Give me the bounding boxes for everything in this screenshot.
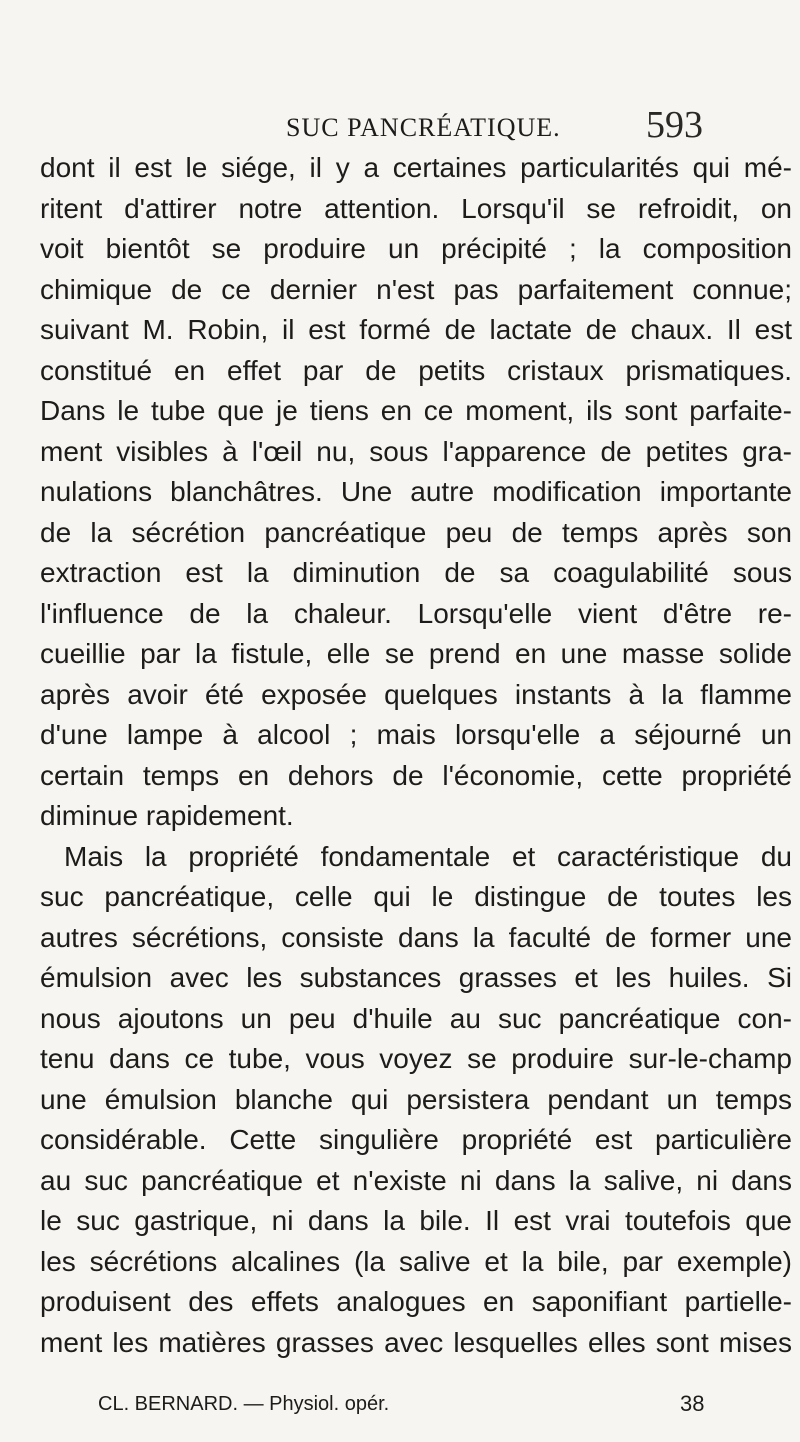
- text-line: nulations blanchâtres. Une autre modification importante: [40, 476, 792, 507]
- body-text: [40, 148, 792, 1363]
- text-line: de la sécrétion pancréatique peu de temps après son: [40, 516, 792, 548]
- signature-number: 38: [680, 1391, 705, 1416]
- text-line: extraction est la diminution de sa coagulabilité sous: [40, 557, 792, 588]
- text-line: considérable. Cette singulière propriété est particulière: [40, 1124, 792, 1155]
- text-line: les sécrétions alcalines (la salive et la bile, par exemple): [40, 1245, 792, 1277]
- text-line: autres sécrétions, consiste dans la faculté de former une: [40, 921, 792, 953]
- text-line: nous ajoutons un peu d'huile au suc pancréatique con-: [40, 1002, 792, 1034]
- page-number: 593: [646, 104, 703, 146]
- text-line: l'influence de la chaleur. Lorsqu'elle vient d'être re-: [40, 597, 792, 629]
- text-line: suivant M. Robin, il est formé de lactate de chaux. Il est: [40, 314, 792, 345]
- running-head: [0, 104, 800, 152]
- text-line: Mais la propriété fondamentale et caractéristique du: [64, 840, 792, 872]
- text-line: constitué en effet par de petits cristaux prismatiques.: [40, 354, 792, 386]
- text-line: d'une lampe à alcool ; mais lorsqu'elle a séjourné un: [40, 719, 792, 750]
- text-line: cueillie par la fistule, elle se prend en une masse solide: [40, 638, 792, 669]
- text-line: suc pancréatique, celle qui le distingue de toutes les: [40, 881, 792, 912]
- printer-signature: CL. BERNARD. — Physiol. opér.: [98, 1393, 390, 1415]
- signature-footer: [40, 1388, 792, 1420]
- text-line: voit bientôt se produire un précipité ; la composition: [40, 233, 792, 264]
- text-line: produisent des effets analogues en saponifiant partielle-: [40, 1286, 792, 1317]
- text-line: ment les matières grasses avec lesquelles elles sont mises: [40, 1326, 792, 1358]
- text-line: le suc gastrique, ni dans la bile. Il est vrai toutefois que: [40, 1205, 792, 1236]
- text-line: une émulsion blanche qui persistera pendant un temps: [40, 1083, 792, 1115]
- text-line: après avoir été exposée quelques instants à la flamme: [40, 678, 792, 710]
- text-line: au suc pancréatique et n'existe ni dans la salive, ni dans: [40, 1164, 792, 1196]
- text-line: émulsion avec les substances grasses et les huiles. Si: [40, 962, 792, 993]
- text-line: dont il est le siége, il y a certaines particularités qui mé-: [40, 152, 792, 183]
- text-line: Dans le tube que je tiens en ce moment, ils sont parfaite-: [40, 395, 792, 426]
- text-line: tenu dans ce tube, vous voyez se produire sur-le-champ: [40, 1043, 792, 1074]
- text-line: diminue rapidement.: [40, 800, 294, 831]
- text-line: ritent d'attirer notre attention. Lorsqu'il se refroidit, on: [40, 192, 792, 224]
- paragraph-1: [40, 148, 792, 837]
- text-line: ment visibles à l'œil nu, sous l'apparence de petites gra-: [40, 435, 792, 467]
- running-title: SUC PANCRÉATIQUE.: [286, 113, 561, 142]
- text-line: chimique de ce dernier n'est pas parfaitement connue;: [40, 273, 792, 305]
- text-line: certain temps en dehors de l'économie, cette propriété: [40, 759, 792, 791]
- paragraph-2: [40, 837, 792, 1364]
